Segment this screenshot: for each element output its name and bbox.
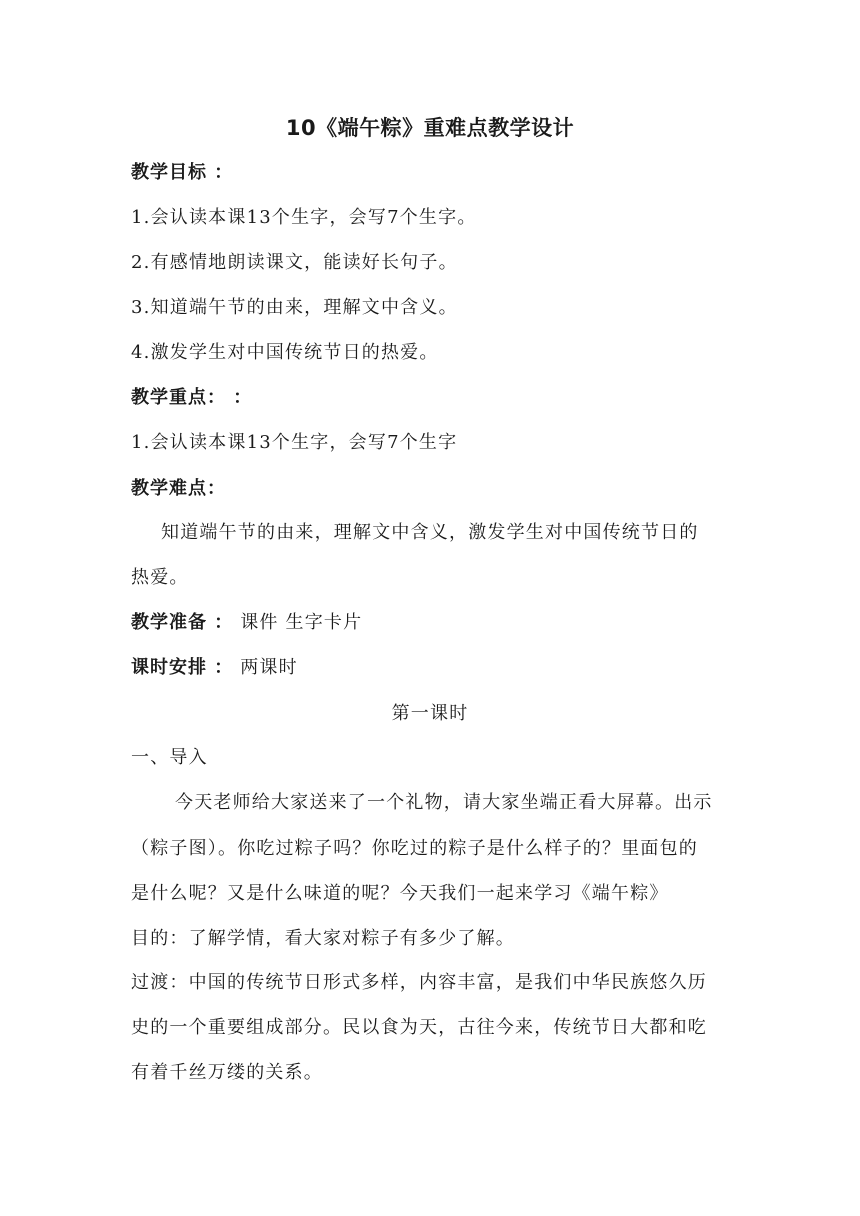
transition-line-3: 有着千丝万缕的关系。 xyxy=(131,1062,323,1083)
purpose-line: 目的：了解学情，看大家对粽子有多少了解。 xyxy=(131,928,515,949)
schedule-heading: 课时安排 ： xyxy=(131,657,234,678)
transition-line-1: 过渡：中国的传统节日形式多样，内容丰富，是我们中华民族悠久历 xyxy=(131,972,707,993)
schedule-row xyxy=(131,655,731,681)
preparation-heading: 教学准备 ： xyxy=(131,612,234,633)
preparation-value: 课件 生字卡片 xyxy=(240,612,363,633)
intro-paragraph-line-1: 今天老师给大家送来了一个礼物，请大家坐端正看大屏幕。出示 xyxy=(175,792,713,813)
difficulties-text-line-2: 热爱。 xyxy=(131,567,189,588)
objective-item-4: 4.激发学生对中国传统节日的热爱。 xyxy=(131,342,439,363)
difficulties-text-line-1: 知道端午节的由来，理解文中含义，激发学生对中国传统节日的 xyxy=(161,522,699,543)
difficulties-heading: 教学难点： xyxy=(131,478,226,499)
objective-item-1: 1.会认读本课13个生字，会写7个生字。 xyxy=(131,207,477,228)
objective-item-3: 3.知道端午节的由来，理解文中含义。 xyxy=(131,297,458,318)
intro-paragraph-line-3: 是什么呢？又是什么味道的呢？今天我们一起来学习《端午粽》 xyxy=(131,883,669,904)
intro-paragraph-line-2: （粽子图）。你吃过粽子吗？你吃过的粽子是什么样子的？里面包的 xyxy=(131,838,698,859)
section-heading-intro: 一、导入 xyxy=(131,747,208,768)
key-point-item: 1.会认读本课13个生字，会写7个生字 xyxy=(131,432,458,453)
preparation-row xyxy=(131,610,731,636)
key-points-heading: 教学重点： ： xyxy=(131,387,253,408)
objectives-heading: 教学目标 ： xyxy=(131,162,234,183)
schedule-value: 两课时 xyxy=(240,657,298,678)
objective-item-2: 2.有感情地朗读课文，能读好长句子。 xyxy=(131,252,458,273)
transition-line-2: 史的一个重要组成部分。民以食为天，古往今来，传统节日大都和吃 xyxy=(131,1017,707,1038)
document-title: 10《端午粽》重难点教学设计 xyxy=(285,116,575,140)
lesson-title: 第一课时 xyxy=(391,703,469,724)
